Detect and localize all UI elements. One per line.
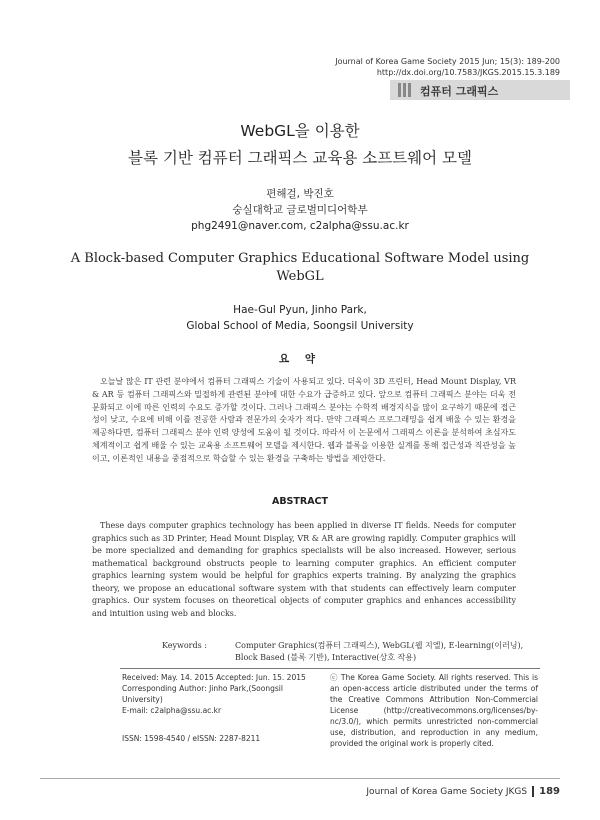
- footer-journal-name: Journal of Korea Game Society JKGS: [366, 787, 528, 797]
- section-tab: [390, 80, 570, 100]
- author-names-korean: 편해걸, 박진호: [266, 188, 334, 200]
- authors-korean: [0, 186, 600, 234]
- keywords-line2: Block Based (블록 기반), Interactive(상호 작용): [235, 653, 417, 662]
- affiliation-korean: 숭실대학교 글로벌미디어학부: [232, 204, 368, 216]
- issn: ISSN: 1598-4540 / eISSN: 2287-8211: [122, 734, 261, 743]
- title-korean-line2: 블록 기반 컴퓨터 그래픽스 교육용 소프트웨어 모델: [128, 149, 472, 167]
- affiliation-english: Global School of Media, Soongsil University: [186, 320, 414, 332]
- article-info: [122, 672, 322, 716]
- doi-link[interactable]: http://dx.doi.org/10.7583/JKGS.2015.15.3.189: [376, 68, 560, 77]
- keywords-label: Keywords :: [162, 641, 207, 650]
- page-footer: [366, 786, 560, 797]
- section-bars-icon: [398, 83, 413, 97]
- title-korean-line1: WebGL을 이용한: [240, 122, 360, 140]
- section-label: 컴퓨터 그래픽스: [420, 85, 499, 98]
- corresponding-author: Corresponding Author: Jinho Park,(Soongsil University): [122, 684, 283, 704]
- footer-separator: [532, 786, 534, 797]
- journal-citation: Journal of Korea Game Society 2015 Jun; 15(3): 189-200: [335, 57, 560, 66]
- page-footer-divider: [40, 778, 560, 779]
- author-names-english: Hae-Gul Pyun, Jinho Park,: [233, 304, 367, 316]
- korean-abstract-heading: 요 약: [279, 353, 321, 365]
- title-korean: [0, 118, 600, 172]
- title-english: A Block-based Computer Graphics Educational Software Model using WebGL: [70, 251, 530, 284]
- keywords-list: [235, 640, 535, 664]
- keywords-line1: Computer Graphics(컴퓨터 그래픽스), WebGL(웹 지엘), E-learning(이러닝),: [235, 641, 524, 650]
- journal-reference: [335, 56, 560, 78]
- copyright-notice: ⓒ The Korea Game Society. All rights reserved. This is an open-access article distributed under the terms of the Creative Commons Attribution Non-Commercial License (http://creativecommons.org/licenses/by-nc/3.0/), which permits unrestricted non-commercial use, distribution, and reproduction in any medium, provided the original work is properly cited.: [330, 673, 538, 748]
- abstract-text: These days computer graphics technology has been applied in diverse IT fields. Needs for computer graphics such as 3D Printer, Head Mount Display, VR & AR are growing rapidly. Computer graphics will be more specialized and demanding for graphics specialists will be also increased. However, serious mathematical background obstructs people to learning computer graphics. An efficient computer graphics learning system would be helpful for graphics experts training. By analyzing the graphics theory, we propose an educational software system with that students can effectively learn computer graphics. Our system focuses on theoretical objects of computer graphics and enhances accessibility and intuition using web and blocks.: [92, 521, 516, 618]
- footer-divider: [120, 668, 540, 669]
- korean-abstract-text: 오늘날 많은 IT 관련 분야에서 컴퓨터 그래픽스 기술이 사용되고 있다. 더욱이 3D 프린터, Head Mount Display, VR & AR 등 컴퓨터 그래픽스와 밀접하게 관련된 분야에 대한 수요가 급증하고 있다. 앞으로 컴퓨터 그래픽스 분야는 더욱 전문화되고 이에 따른 인력의 수요도 증가할 것이다. 그러나 그래픽스 분야는 수학적 배경지식을 많이 요구하기 때문에 접근성이 낮고, 수요에 비해 이를 전공한 사람과 전문가의 숫자가 적다. 만약 그래픽스 프로그래밍을 쉽게 배울 수 있는 환경을 제공하다면, 컴퓨터 그래픽스 분야 인력 양성에 도움이 될 것이다. 따라서 이 논문에서 그래픽스 이론을 분석하여 초심자도 체계적이고 쉽게 배울 수 있는 교육용 소프트웨어 모델을 제시한다. 웹과 블록을 이용한 실계를 통해 접근성과 직관성을 높이고, 이론적인 내용을 중점적으로 학습할 수 있는 환경을 구축하는 방법을 제안한다.: [92, 377, 516, 463]
- author-emails: phg2491@naver.com, c2alpha@ssu.ac.kr: [191, 220, 409, 232]
- abstract-heading: ABSTRACT: [271, 496, 329, 507]
- received-accepted-dates: Received: May. 14. 2015 Accepted: Jun. 15. 2015: [122, 673, 306, 682]
- page-number: 189: [539, 786, 560, 797]
- authors-english: [0, 302, 600, 334]
- corresponding-email[interactable]: E-mail: c2alpha@ssu.ac.kr: [122, 706, 222, 715]
